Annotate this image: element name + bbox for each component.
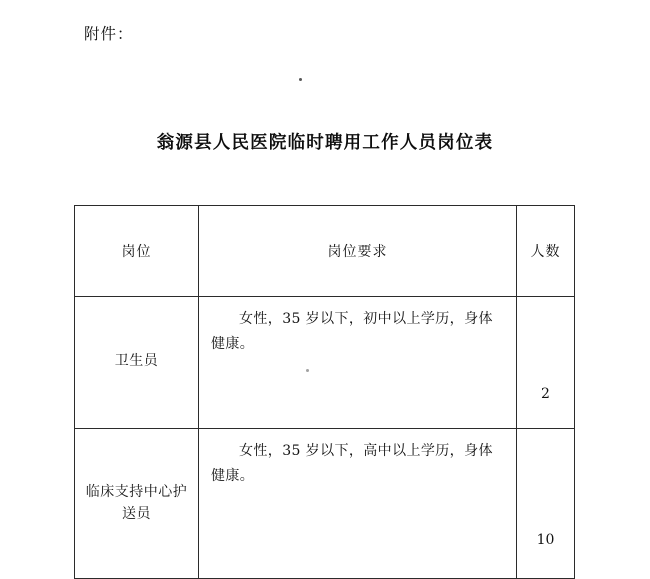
column-header-requirement: 岗位要求 xyxy=(199,206,517,297)
attachment-label: 附件： xyxy=(84,25,134,43)
scan-artifact-dot xyxy=(299,78,302,81)
cell-requirement xyxy=(199,297,517,429)
cell-post: 卫生员 xyxy=(75,297,199,429)
column-header-post: 岗位 xyxy=(75,206,199,297)
requirement-line-2: 健康。 xyxy=(211,467,255,484)
cell-count: 2 xyxy=(517,297,575,429)
cell-count: 10 xyxy=(517,429,575,579)
table-row xyxy=(75,429,575,579)
requirement-line-2: 健康。 xyxy=(211,335,255,352)
cell-requirement xyxy=(199,429,517,579)
scan-artifact-speck xyxy=(306,369,309,372)
column-header-count: 人数 xyxy=(517,206,575,297)
cell-post: 临床支持中心护送员 xyxy=(75,429,199,579)
page-title: 翁源县人民医院临时聘用工作人员岗位表 xyxy=(156,133,494,153)
table-row xyxy=(75,297,575,429)
requirement-line-1: 女性，35 岁以下，高中以上学历，身体 xyxy=(239,443,493,459)
job-positions-table xyxy=(74,205,575,579)
table-header-row xyxy=(75,206,575,297)
requirement-line-1: 女性，35 岁以下，初中以上学历，身体 xyxy=(239,311,493,327)
